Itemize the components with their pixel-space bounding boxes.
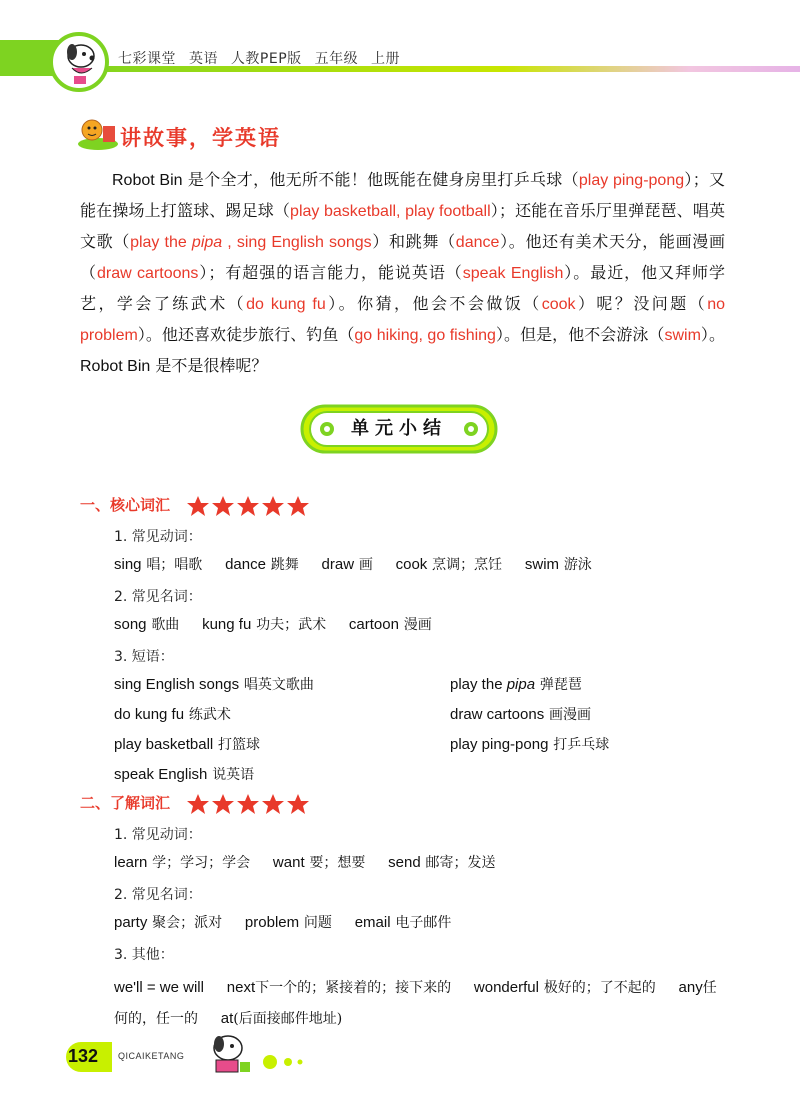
core-verbs-label: 1. 常见动词： bbox=[114, 529, 202, 545]
extra-vocab-title: 二、了解词汇 bbox=[80, 794, 171, 812]
word-en: wonderful bbox=[473, 979, 539, 996]
story-text: 是个全才，他无所不能！他既能在健身房里打乒乓球（ bbox=[182, 170, 579, 189]
story-keyword: play ping-pong bbox=[578, 172, 685, 189]
story-keyword: pipa bbox=[191, 234, 223, 251]
word-cn: 功夫；武术 bbox=[256, 617, 327, 633]
word-cn: 极好的；了不起的 bbox=[543, 980, 656, 996]
word-en: cook bbox=[395, 556, 428, 573]
word-en: email bbox=[354, 914, 391, 931]
word-cn: 漫画 bbox=[403, 617, 432, 633]
phrase-item bbox=[114, 704, 231, 724]
extra-others-line bbox=[114, 972, 726, 1034]
story-keyword: speak English bbox=[462, 265, 564, 282]
footer-brand: QICAIKETANG bbox=[118, 1051, 185, 1061]
extra-nouns-line bbox=[114, 912, 451, 932]
phrase-en: draw cartoons bbox=[450, 706, 545, 723]
phrase-en: sing English songs bbox=[114, 676, 240, 693]
word-en: we'll = we will bbox=[114, 979, 204, 996]
story-text: ）和跳舞（ bbox=[371, 232, 456, 251]
word-cn: 邮寄；发送 bbox=[425, 855, 496, 871]
extra-others-label: 3. 其他： bbox=[114, 947, 174, 963]
phrase-item bbox=[114, 674, 314, 694]
story-keyword: do kung fu bbox=[246, 296, 326, 313]
story-text: ）；有超强的语言能力，能说英语（ bbox=[198, 263, 463, 282]
phrase-item bbox=[114, 764, 254, 784]
story-keyword: cook bbox=[541, 296, 576, 313]
story-keyword: , sing English songs bbox=[222, 234, 372, 251]
story-paragraph bbox=[80, 165, 725, 382]
word-cn: 唱；唱歌 bbox=[146, 557, 203, 573]
summary-badge-label: 单元小结 bbox=[351, 418, 447, 439]
story-text: ）。他还有美术天分，能画漫画（ bbox=[80, 232, 725, 282]
word-en: kung fu bbox=[202, 616, 252, 633]
header-subject: 英语 bbox=[188, 51, 218, 67]
word-cn: 学；学习；学会 bbox=[152, 855, 251, 871]
page-number: 132 bbox=[68, 1046, 99, 1066]
story-text: ）；还能在音乐厅里弹琵琶、唱英文歌（ bbox=[80, 201, 725, 251]
story-text: Robot Bin bbox=[112, 172, 183, 189]
header-edition: 人教PEP版 bbox=[230, 51, 302, 67]
word-cn: 任何的，任一的 bbox=[114, 980, 717, 1027]
story-keyword: play basketball, play football bbox=[290, 203, 491, 220]
word-cn: 烹调；烹饪 bbox=[432, 557, 503, 573]
phrase-item bbox=[450, 734, 609, 754]
phrase-item bbox=[450, 674, 582, 694]
word-cn: 跳舞 bbox=[270, 557, 299, 573]
story-text: ）。他还喜欢徒步旅行、钓鱼（ bbox=[137, 325, 355, 344]
extra-verbs-line bbox=[114, 852, 495, 872]
story-text: ）。你猜，他会不会做饭（ bbox=[325, 294, 542, 313]
core-vocab-title: 一、核心词汇 bbox=[80, 496, 171, 514]
word-cn: 游泳 bbox=[563, 557, 592, 573]
storyteller-icon bbox=[76, 114, 120, 152]
word-cn: 电子邮件 bbox=[395, 915, 452, 931]
word-en: problem bbox=[244, 914, 300, 931]
word-cn: 画 bbox=[358, 557, 373, 573]
word-cn: 要；想要 bbox=[309, 855, 366, 871]
word-en: cartoon bbox=[348, 616, 399, 633]
core-nouns-label: 2. 常见名词： bbox=[114, 589, 202, 605]
word-en: any bbox=[678, 979, 703, 996]
phrase-en: play the bbox=[450, 676, 507, 693]
word-en: learn bbox=[114, 854, 148, 871]
footer-dots-icon bbox=[262, 1054, 306, 1070]
story-text: ）。但是，他不会游泳（ bbox=[495, 325, 665, 344]
header-series: 七彩课堂 bbox=[118, 51, 176, 67]
phrase-cn: 打乒乓球 bbox=[553, 737, 610, 753]
story-keyword: swim bbox=[664, 327, 701, 344]
word-cn: 歌曲 bbox=[151, 617, 180, 633]
story-title: 讲故事，学英语 bbox=[120, 126, 281, 150]
phrase-cn: 弹琵琶 bbox=[539, 677, 582, 693]
phrase-cn: 练武术 bbox=[188, 707, 231, 723]
phrase-en: play ping-pong bbox=[450, 736, 549, 753]
core-vocab-heading bbox=[80, 494, 311, 517]
word-en: want bbox=[272, 854, 305, 871]
word-en: swim bbox=[524, 556, 560, 573]
word-cn: 问题 bbox=[303, 915, 332, 931]
phrase-en: do kung fu bbox=[114, 706, 185, 723]
word-en: next bbox=[226, 979, 256, 996]
phrase-en: pipa bbox=[506, 676, 536, 693]
header-grade: 五年级 bbox=[314, 51, 359, 67]
word-en: party bbox=[114, 914, 148, 931]
phrase-en: play basketball bbox=[114, 736, 214, 753]
phrase-cn: 打篮球 bbox=[218, 737, 261, 753]
footer-mascot-icon bbox=[200, 1030, 256, 1080]
word-en: dance bbox=[225, 556, 266, 573]
phrase-en: speak English bbox=[114, 766, 208, 783]
story-text: ）呢？没问题（ bbox=[575, 294, 708, 313]
word-en: send bbox=[388, 854, 421, 871]
word-cn: 下一个的；紧接着的；接下来的 bbox=[255, 980, 452, 996]
word-cn: 聚会；派对 bbox=[152, 915, 223, 931]
story-keyword: dance bbox=[455, 234, 500, 251]
five-star-rating-icon bbox=[187, 793, 311, 815]
phrase-item bbox=[450, 704, 591, 724]
word-en: sing bbox=[114, 556, 142, 573]
core-verbs-line bbox=[114, 554, 592, 574]
phrase-cn: 唱英文歌曲 bbox=[243, 677, 314, 693]
story-keyword: no problem bbox=[80, 296, 725, 344]
word-en: at bbox=[220, 1010, 234, 1027]
story-keyword: go hiking, go fishing bbox=[354, 327, 496, 344]
word-cn: (后面接邮件地址) bbox=[233, 1011, 343, 1027]
extra-verbs-label: 1. 常见动词： bbox=[114, 827, 202, 843]
core-nouns-line bbox=[114, 614, 432, 634]
mascot-dog-icon bbox=[48, 30, 110, 94]
core-phrases-label: 3. 短语： bbox=[114, 649, 174, 665]
story-keyword: draw cartoons bbox=[96, 265, 199, 282]
word-en: draw bbox=[321, 556, 355, 573]
header-text bbox=[118, 48, 408, 68]
story-text: Robot Bin bbox=[80, 358, 151, 375]
phrase-cn: 说英语 bbox=[212, 767, 255, 783]
story-keyword: play the bbox=[130, 234, 192, 251]
story-text: ）；又能在操场上打篮球、踢足球（ bbox=[80, 170, 726, 220]
story-text: ）。 bbox=[700, 325, 725, 344]
five-star-rating-icon bbox=[187, 495, 311, 517]
extra-nouns-label: 2. 常见名词： bbox=[114, 887, 202, 903]
phrase-cn: 画漫画 bbox=[549, 707, 591, 723]
header-volume: 上册 bbox=[371, 51, 401, 67]
story-text: 是不是很棒呢？ bbox=[150, 356, 268, 375]
word-en: song bbox=[114, 616, 147, 633]
phrase-item bbox=[114, 734, 260, 754]
story-text: ）。最近，他又拜师学艺，学会了练武术（ bbox=[80, 263, 725, 313]
extra-vocab-heading bbox=[80, 792, 311, 815]
